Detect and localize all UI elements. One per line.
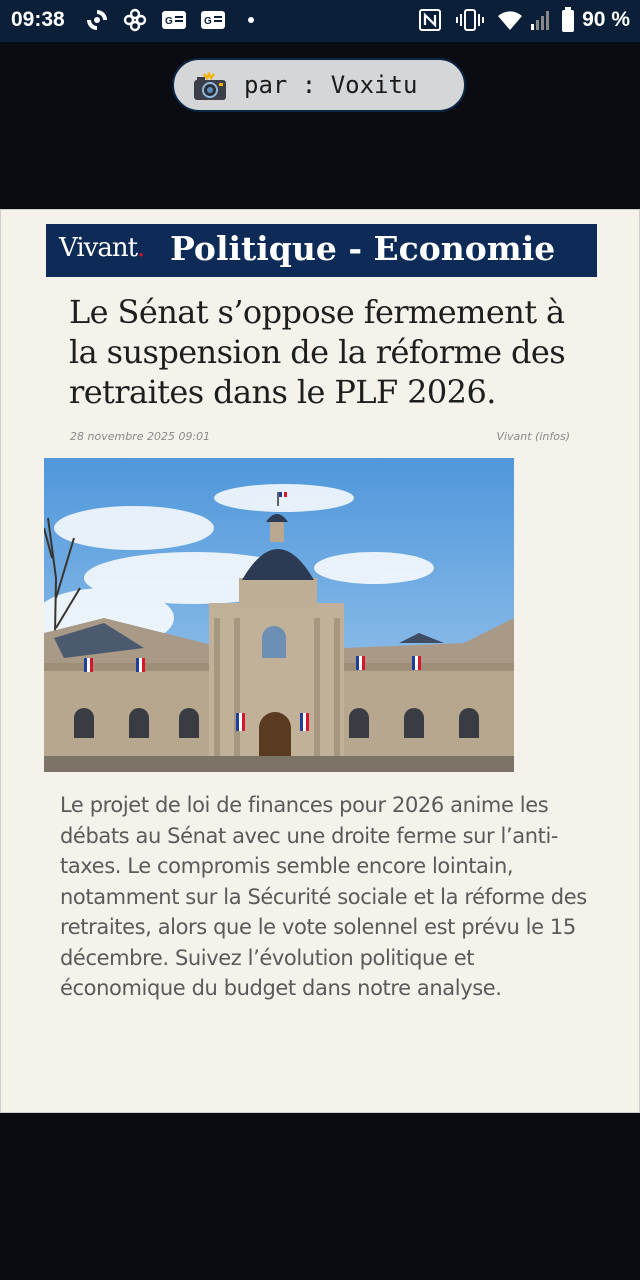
- svg-text:G: G: [204, 16, 212, 27]
- brand-logo: [59, 233, 144, 263]
- vibrate-icon: [455, 6, 485, 34]
- brand-dot: .: [137, 233, 145, 263]
- battery-percent: 90 %: [582, 8, 630, 31]
- credit-text: par : Voxitu: [244, 71, 418, 99]
- signal-icon: [530, 6, 552, 34]
- battery-icon: [561, 6, 575, 34]
- article-card: [0, 209, 640, 1113]
- svg-text:G: G: [165, 16, 173, 27]
- news-icon: [200, 6, 226, 34]
- senate-building-photo: [44, 458, 514, 772]
- clock: 09:38: [11, 8, 65, 31]
- nfc-icon: [418, 6, 442, 34]
- wifi-icon: [497, 6, 523, 34]
- status-bar: [0, 0, 640, 42]
- article-body: Le projet de loi de finances pour 2026 anime les débats au Sénat avec une droite ferme sur l’anti-taxes. Le compromis semble encore lointain, notamment sur la Sécurité sociale et la réforme des retraites, alors que le vote solennel est prévu le 15 décembre. Suivez l’évolution politique et économique du budget dans notre analyse.: [60, 793, 587, 1000]
- article-headline: Le Sénat s’oppose fermement à la suspension de la réforme des retraites dans le PLF 2026.: [69, 293, 566, 411]
- section-banner: [46, 224, 597, 277]
- news-icon: [161, 6, 187, 34]
- brand-name: Vivant: [59, 233, 138, 263]
- article-source: Vivant (infos): [496, 430, 570, 443]
- article-date: 28 novembre 2025 09:01: [70, 430, 211, 443]
- sync-icon: [84, 6, 110, 34]
- section-title: Politique - Economie: [170, 229, 556, 268]
- camera-flash-icon: [192, 72, 228, 106]
- photo-credit-pill: [172, 58, 466, 112]
- pinwheel-icon: [122, 6, 148, 34]
- dot-icon: [246, 6, 256, 34]
